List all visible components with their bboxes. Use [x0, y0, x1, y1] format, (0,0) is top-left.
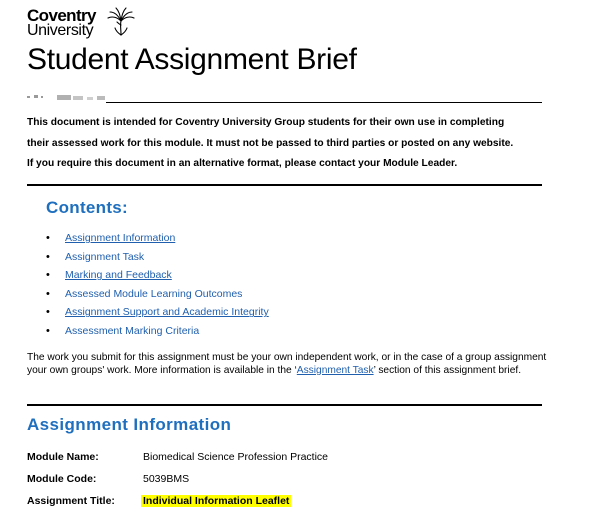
paragraph-text: ’ section of this assignment brief.	[373, 364, 522, 376]
highlighted-title: Individual Information Leaflet	[143, 495, 290, 507]
bullet-icon: •	[46, 287, 50, 300]
assignment-task-link[interactable]: Assignment Task	[296, 364, 374, 376]
module-name-row	[27, 450, 547, 464]
toc-link[interactable]: Assignment Support and Academic Integrity	[65, 306, 269, 319]
logo-wordmark-line1: Coventry	[27, 6, 96, 25]
toc-link[interactable]: Assignment Task	[65, 250, 145, 263]
module-code-value: 5039BMS	[143, 473, 190, 485]
bullet-icon: •	[46, 306, 50, 319]
independent-work-paragraph	[27, 352, 547, 377]
module-code-row	[27, 472, 547, 486]
logo-wordmark-line2: University	[27, 22, 94, 39]
bullet-icon: •	[46, 250, 50, 263]
toc-link[interactable]: Assessment Marking Criteria	[65, 324, 200, 337]
assignment-title-row	[27, 494, 547, 508]
assignment-title-label: Assignment Title:	[27, 495, 115, 507]
paragraph-text: The work you submit for this assignment must be your own independent work, or in the case of a group assignment your own groups' work. More information is available in the ‘	[27, 352, 547, 376]
divider	[27, 184, 542, 186]
contents-heading: Contents:	[46, 198, 129, 217]
module-name-label: Module Name:	[27, 451, 99, 463]
module-name-value: Biomedical Science Profession Practice	[143, 451, 329, 463]
document-title: Student Assignment Brief	[27, 43, 357, 76]
notice-line: This document is intended for Coventry University Group students for their own use in completing	[27, 117, 505, 128]
bullet-icon: •	[46, 232, 50, 244]
redacted-text	[27, 94, 107, 102]
notice-line: their assessed work for this module. It must not be passed to third parties or posted on any website.	[27, 137, 514, 149]
notice-line: If you require this document in an alternative format, please contact your Module Leader.	[27, 158, 458, 169]
toc-link[interactable]: Assessed Module Learning Outcomes	[65, 287, 243, 300]
bullet-icon: •	[46, 324, 50, 337]
usage-notice	[27, 113, 547, 175]
toc-link[interactable]: Assignment Information	[65, 232, 176, 244]
module-code-label: Module Code:	[27, 473, 97, 485]
assignment-information-heading: Assignment Information	[27, 415, 232, 434]
assignment-title-value	[141, 494, 291, 508]
toc-link[interactable]: Marking and Feedback	[65, 269, 172, 282]
divider	[27, 404, 542, 406]
bullet-icon: •	[46, 269, 50, 282]
phoenix-icon	[105, 7, 137, 39]
divider	[106, 102, 542, 103]
coventry-university-logo	[27, 7, 147, 41]
